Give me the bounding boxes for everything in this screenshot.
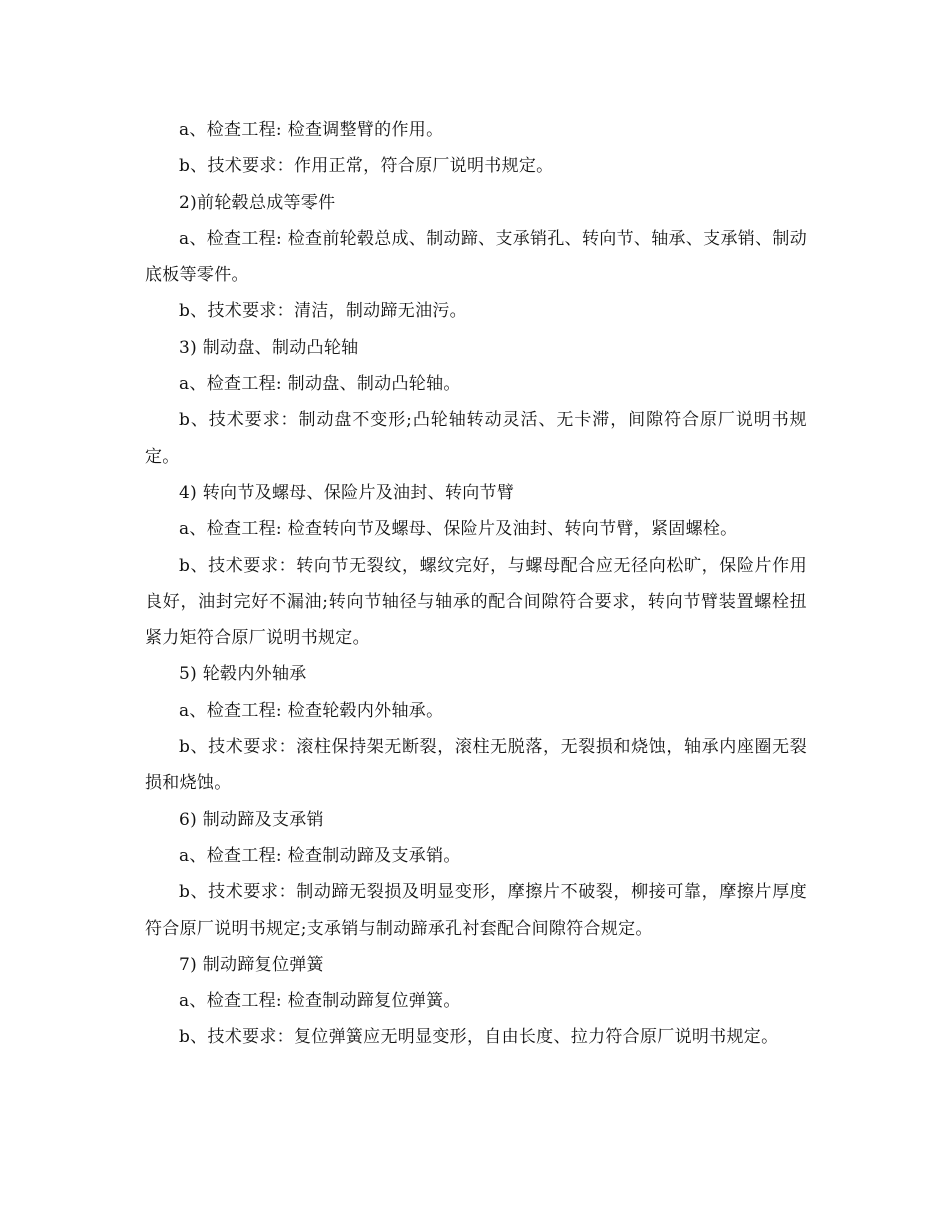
paragraph: a、检查工程: 检查制动蹄及支承销。 <box>179 845 461 866</box>
section-heading: 6) 制动蹄及支承销 <box>179 809 324 830</box>
paragraph: a、检查工程: 检查轮毂内外轴承。 <box>179 700 444 721</box>
paragraph: b、技术要求：滚柱保持架无断裂，滚柱无脱落，无裂损和烧蚀，轴承内座圈无裂损和烧蚀。 <box>145 737 807 794</box>
paragraph: a、检查工程: 检查调整臂的作用。 <box>179 120 444 140</box>
paragraph: a、检查工程: 检查制动蹄复位弹簧。 <box>179 991 461 1012</box>
paragraph: b、技术要求：制动盘不变形;凸轮轴转动灵活、无卡滞，间隙符合原厂说明书规定。 <box>145 410 807 467</box>
paragraph: b、技术要求：复位弹簧应无明显变形，自由长度、拉力符合原厂说明书规定。 <box>179 1027 779 1048</box>
paragraph: b、技术要求：清洁，制动蹄无油污。 <box>179 301 467 322</box>
section-heading: 3) 制动盘、制动凸轮轴 <box>179 337 359 358</box>
document-body <box>145 112 807 1056</box>
paragraph: a、检查工程: 检查前轮毂总成、制动蹄、支承销孔、转向节、轴承、支承销、制动底板等零件。 <box>145 228 807 286</box>
section-heading: 2)前轮毂总成等零件 <box>179 192 336 213</box>
paragraph: b、技术要求：制动蹄无裂损及明显变形，摩擦片不破裂，柳接可靠，摩擦片厚度符合原厂说明书规定;支承销与制动蹄承孔衬套配合间隙符合规定。 <box>145 882 807 939</box>
paragraph: a、检查工程: 制动盘、制动凸轮轴。 <box>179 374 461 395</box>
section-heading: 5) 轮毂内外轴承 <box>179 664 307 685</box>
paragraph: b、技术要求：作用正常，符合原厂说明书规定。 <box>179 156 554 177</box>
paragraph: a、检查工程: 检查转向节及螺母、保险片及油封、转向节臂，紧固螺栓。 <box>179 519 738 540</box>
section-heading: 4) 转向节及螺母、保险片及油封、转向节臂 <box>179 482 515 503</box>
section-heading: 7) 制动蹄复位弹簧 <box>179 954 324 975</box>
paragraph: b、技术要求：转向节无裂纹，螺纹完好，与螺母配合应无径向松旷，保险片作用良好，油封完好不漏油;转向节轴径与轴承的配合间隙符合要求，转向节臂装置螺栓扭紧力矩符合原厂说明书规定。 <box>145 555 807 649</box>
